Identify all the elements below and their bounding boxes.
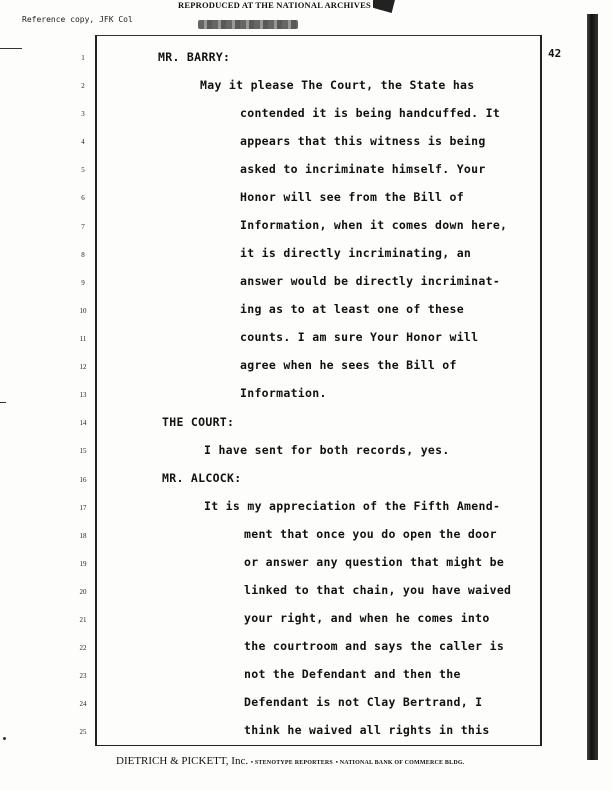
scan-edge-bar (587, 14, 598, 760)
line-number: 13 (79, 391, 87, 399)
transcript-line: appears that this witness is being (240, 134, 486, 148)
line-number: 5 (81, 166, 85, 174)
transcript-line: linked to that chain, you have waived (244, 583, 512, 597)
line-number: 11 (79, 335, 87, 343)
transcript-line: It is my appreciation of the Fifth Amend- (204, 499, 501, 513)
line-number: 9 (81, 279, 85, 287)
redaction-smudge (198, 20, 298, 29)
transcript-line: contended it is being handcuffed. It (240, 106, 501, 120)
line-number: 19 (79, 560, 87, 568)
reporter-service: STENOTYPE REPORTERS (254, 760, 333, 766)
transcript-line: not the Defendant and then the (244, 667, 461, 681)
archives-banner (178, 0, 395, 13)
line-number: 22 (79, 644, 87, 652)
speaker-label: MR. ALCOCK: (162, 471, 242, 485)
transcript-line: counts. I am sure Your Honor will (240, 330, 479, 344)
reporter-firm: DIETRICH & PICKETT, Inc. (116, 755, 249, 767)
line-number: 16 (79, 476, 87, 484)
transcript-line: your right, and when he comes into (244, 611, 490, 625)
transcript-line: asked to incriminate himself. Your (240, 162, 486, 176)
line-number: 24 (79, 700, 87, 708)
line-number: 25 (79, 728, 87, 736)
transcript-line: Information. (240, 386, 327, 400)
transcript-line: the courtroom and says the caller is (244, 639, 505, 653)
line-number: 18 (79, 532, 87, 540)
speaker-label: THE COURT: (162, 415, 235, 429)
transcript-line: agree when he sees the Bill of (240, 358, 457, 372)
line-number: 7 (81, 223, 85, 231)
line-number: 2 (81, 82, 85, 90)
footer-separator: • (335, 760, 340, 766)
transcript-line: ment that once you do open the door (244, 527, 497, 541)
footer-separator: • (250, 760, 255, 766)
reference-copy-note: Reference copy, JFK Col (22, 15, 133, 24)
transcript-line: think he waived all rights in this (244, 723, 490, 737)
reporter-address: NATIONAL BANK OF COMMERCE BLDG. (339, 760, 465, 766)
transcript-line: it is directly incriminating, an (240, 246, 472, 260)
transcript-line: Honor will see from the Bill of (240, 190, 464, 204)
transcript-line: answer would be directly incriminat- (240, 274, 501, 288)
margin-dot (3, 737, 6, 740)
line-number: 8 (81, 251, 85, 259)
transcript-line: or answer any question that might be (244, 555, 505, 569)
line-number: 3 (81, 110, 85, 118)
transcript-line: May it please The Court, the State has (200, 78, 475, 92)
transcript-line: Defendant is not Clay Bertrand, I (244, 695, 483, 709)
archives-banner-text: REPRODUCED AT THE NATIONAL ARCHIVES (178, 0, 371, 10)
margin-mark (0, 48, 22, 49)
line-number: 17 (79, 504, 87, 512)
speaker-label: MR. BARRY: (158, 50, 231, 64)
transcript-line: I have sent for both records, yes. (204, 443, 450, 457)
margin-mark (0, 402, 6, 403)
line-number: 1 (81, 54, 85, 62)
transcript-line: ing as to at least one of these (240, 302, 464, 316)
line-number: 20 (79, 588, 87, 596)
page-number: 42 (548, 47, 562, 60)
line-number: 23 (79, 672, 87, 680)
stamp-mark-icon (373, 0, 395, 13)
line-number: 4 (81, 138, 85, 146)
reporter-footer (116, 755, 464, 767)
line-number: 15 (79, 447, 87, 455)
transcript-line: Information, when it comes down here, (240, 218, 508, 232)
line-number: 12 (79, 363, 87, 371)
line-number: 14 (79, 419, 87, 427)
line-number: 21 (79, 616, 87, 624)
line-number: 10 (79, 307, 87, 315)
line-number: 6 (81, 194, 85, 202)
